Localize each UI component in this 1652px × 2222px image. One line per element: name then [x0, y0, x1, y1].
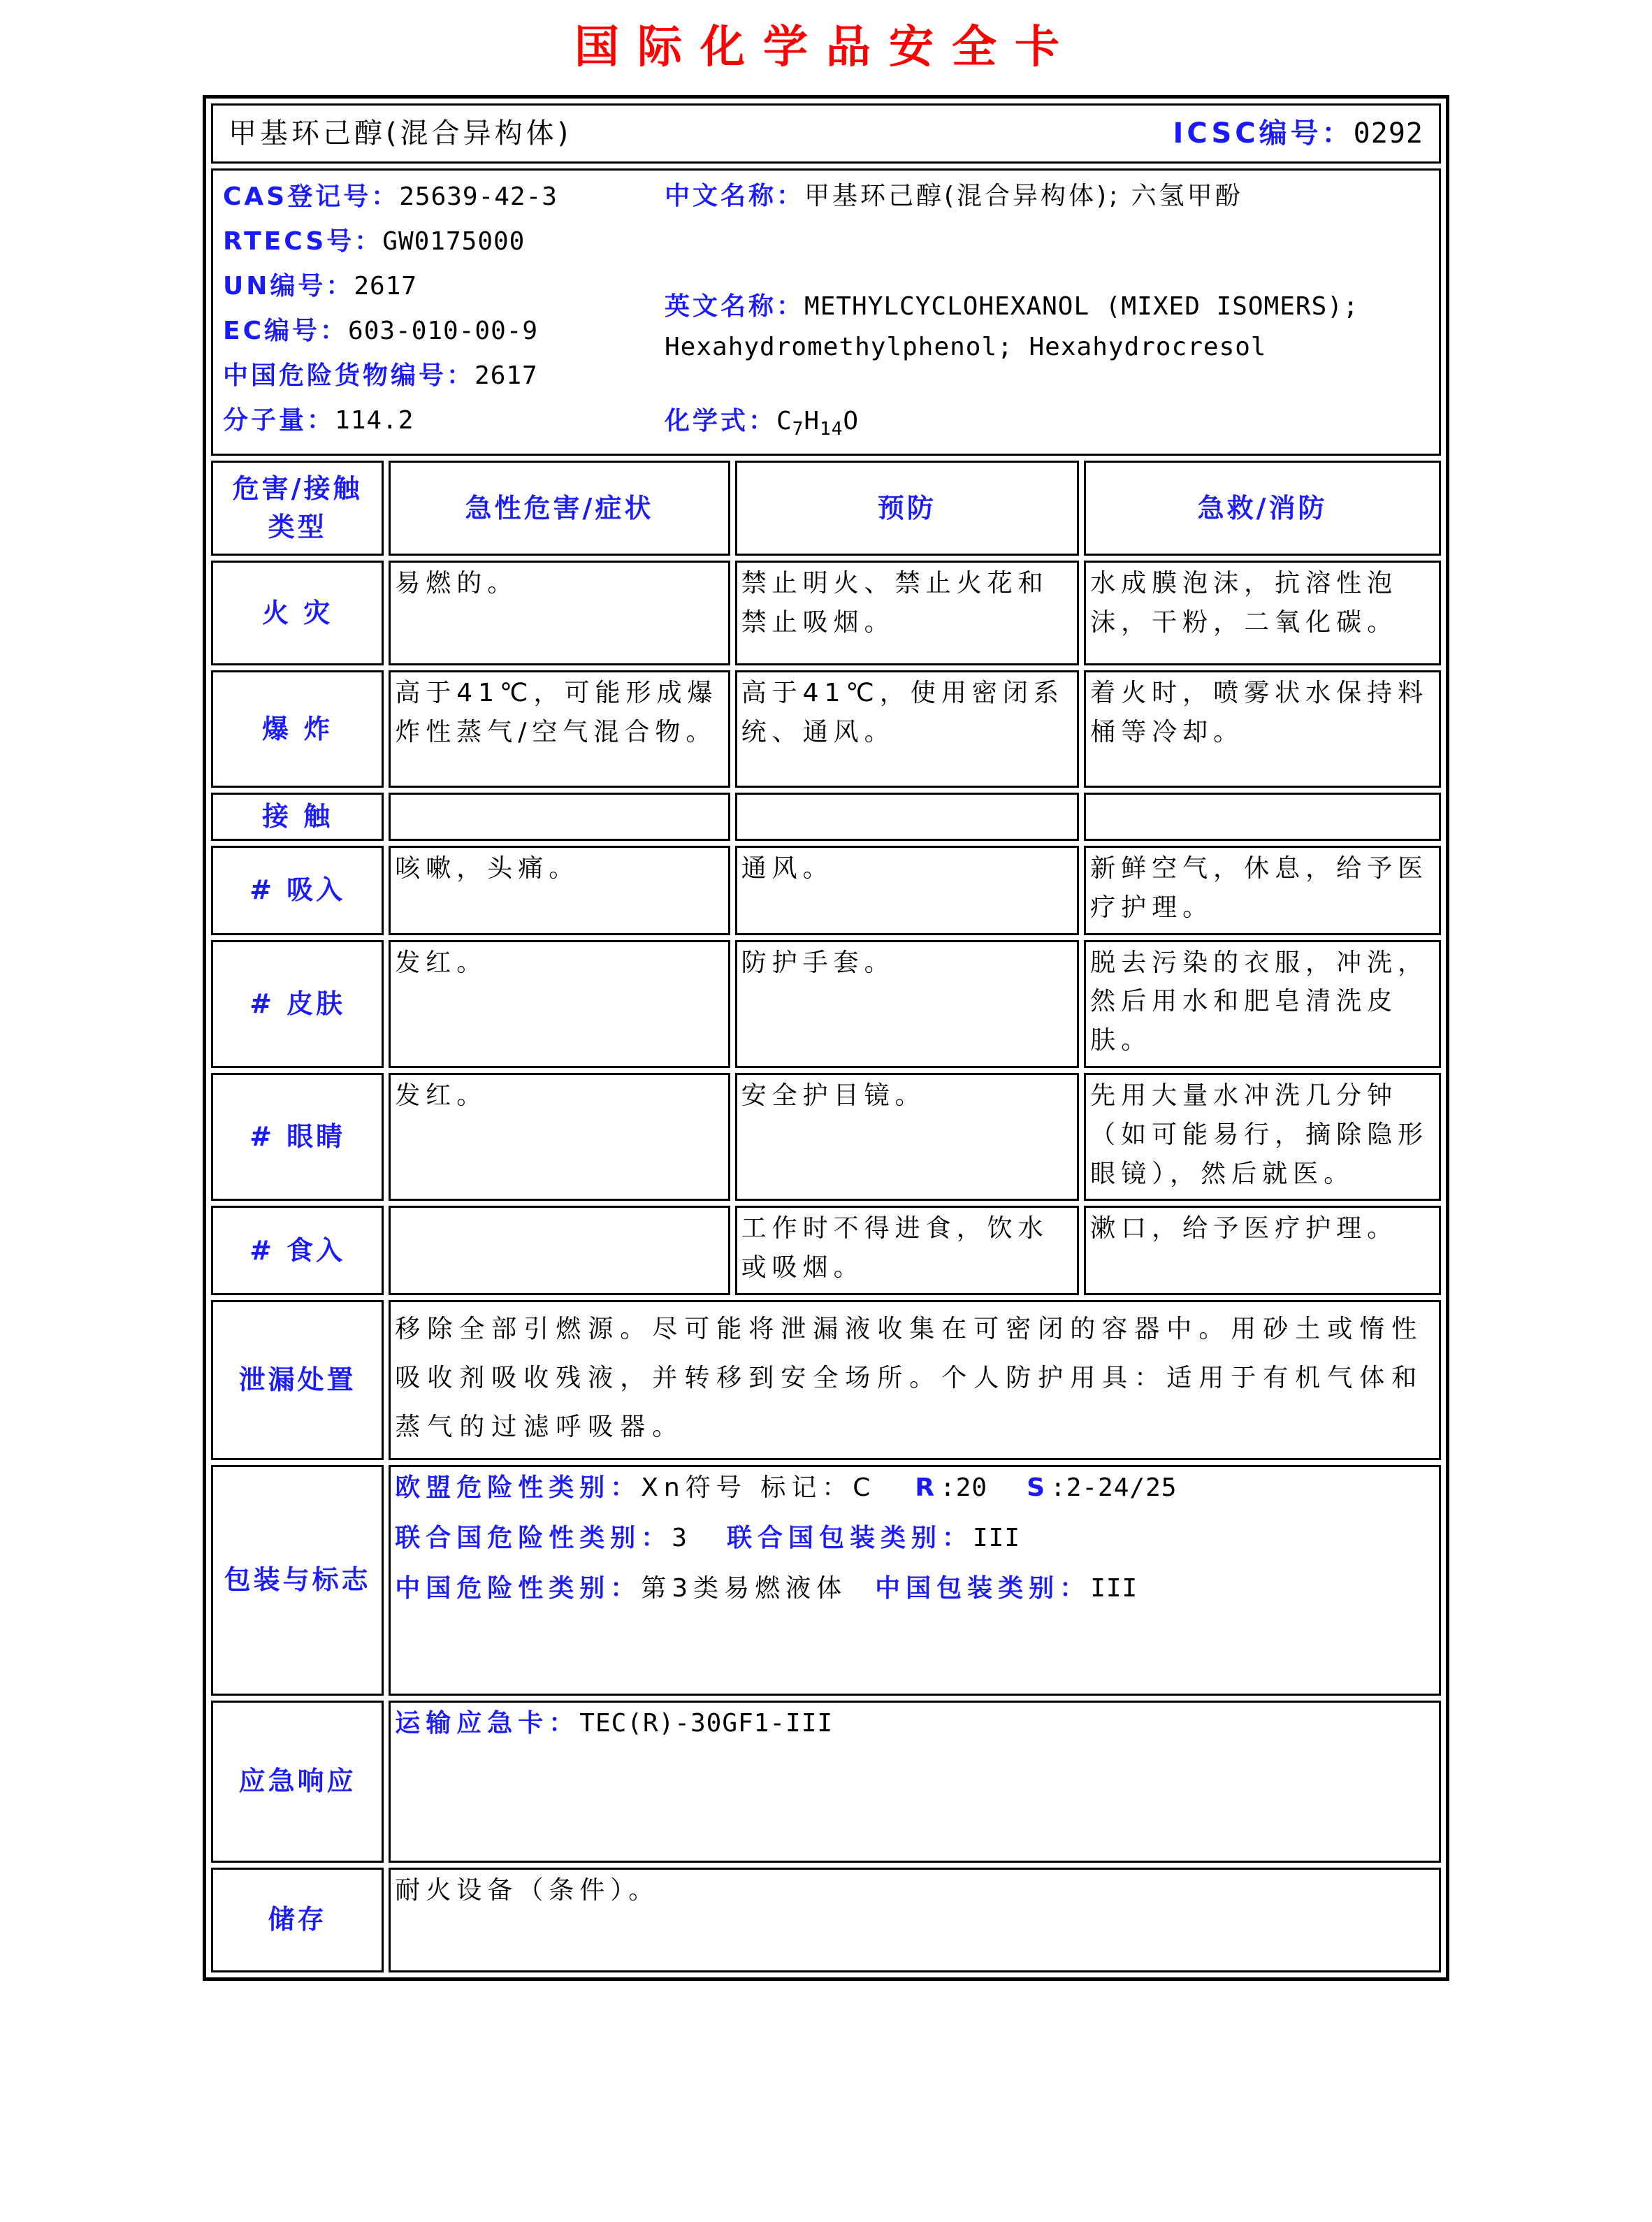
chemical-name: 甲基环己醇(混合异构体) — [229, 117, 572, 150]
un-label: UN编号： — [223, 272, 354, 301]
identification-cell — [211, 168, 1441, 456]
ingestion-response: 漱口，给予医疗护理。 — [1084, 1206, 1441, 1295]
packaging-cell — [389, 1465, 1441, 1696]
contact-symptoms — [389, 793, 730, 841]
header-hazard-type-line1: 危害/接触 — [232, 473, 363, 505]
transport-emergency-card-line — [395, 1704, 1435, 1743]
cas-number-line — [223, 175, 656, 219]
eu-hazard-class-value: Xn符号 标记：C — [641, 1473, 876, 1502]
contact-response — [1084, 793, 1441, 841]
chemical-formula-line — [665, 401, 1429, 449]
inhalation-prevention: 通风。 — [735, 846, 1079, 935]
row-label-explosion: 爆 炸 — [211, 670, 384, 788]
china-packing-group-label: 中国包装类别： — [875, 1573, 1091, 1603]
row-skin — [211, 940, 1441, 1068]
ec-number-line — [223, 309, 656, 354]
eu-hazard-class-label: 欧盟危险性类别： — [395, 1473, 642, 1502]
identification-columns — [219, 172, 1433, 452]
name-and-formula — [656, 175, 1429, 449]
row-explosion — [211, 670, 1441, 788]
chemical-name-cell — [211, 103, 1441, 164]
row-spill-disposal — [211, 1300, 1441, 1460]
row-label-ingestion: # 食入 — [211, 1206, 384, 1295]
chemical-name-row — [211, 103, 1441, 164]
inhalation-response: 新鲜空气，休息，给予医疗护理。 — [1084, 846, 1441, 935]
rtecs-number-line — [223, 219, 656, 264]
china-dg-label: 中国危险货物编号： — [223, 361, 475, 390]
skin-response: 脱去污染的衣服，冲洗，然后用水和肥皂清洗皮肤。 — [1084, 940, 1441, 1068]
inhalation-symptoms: 咳嗽，头痛。 — [389, 846, 730, 935]
header-hazard-type — [211, 461, 384, 556]
row-storage — [211, 1868, 1441, 1972]
hazard-header-row — [211, 461, 1441, 556]
icsc-value: 0292 — [1353, 117, 1423, 150]
spill-disposal-text: 移除全部引燃源。尽可能将泄漏液收集在可密闭的容器中。用砂土或惰性吸收剂吸收残液，并转移到安全场所。个人防护用具：适用于有机气体和蒸气的过滤呼吸器。 — [395, 1315, 1424, 1442]
row-label-contact: 接 触 — [211, 793, 384, 841]
english-name-line — [665, 287, 1429, 368]
formula-c-subscript: 7 — [792, 419, 804, 440]
row-label-inhalation: # 吸入 — [211, 846, 384, 935]
explosion-prevention: 高于41℃，使用密闭系统、通风。 — [735, 670, 1079, 788]
storage-cell: 耐火设备（条件）。 — [389, 1868, 1441, 1972]
row-label-fire: 火 灾 — [211, 561, 384, 665]
row-label-eyes: # 眼睛 — [211, 1073, 384, 1201]
china-class-line — [395, 1569, 1435, 1608]
chinese-name-label: 中文名称： — [665, 182, 805, 210]
row-label-spill-disposal: 泄漏处置 — [211, 1300, 384, 1460]
explosion-response: 着火时，喷雾状水保持料桶等冷却。 — [1084, 670, 1441, 788]
ec-value: 603-010-00-9 — [348, 317, 539, 345]
china-dg-value: 2617 — [474, 361, 538, 390]
spill-disposal-cell — [389, 1300, 1441, 1460]
un-hazard-class-value: 3 — [672, 1523, 688, 1552]
identifier-list — [223, 175, 656, 449]
header-acute-symptoms: 急性危害/症状 — [389, 461, 730, 556]
chemical-formula-label: 化学式： — [665, 407, 777, 435]
emergency-response-cell — [389, 1701, 1441, 1863]
un-value: 2617 — [354, 272, 418, 301]
s-phrase-value: :2-24/25 — [1050, 1473, 1178, 1502]
row-ingestion — [211, 1206, 1441, 1295]
cas-label: CAS登记号： — [223, 182, 400, 211]
chemical-name-inner — [219, 112, 1433, 155]
formula-h-subscript: 14 — [820, 419, 843, 440]
fire-symptoms: 易燃的。 — [389, 561, 730, 665]
row-inhalation — [211, 846, 1441, 935]
cas-value: 25639-42-3 — [399, 182, 558, 211]
ec-label: EC编号： — [223, 317, 349, 345]
eu-hazard-class-line — [395, 1469, 1435, 1508]
ingestion-symptoms — [389, 1206, 730, 1295]
row-packaging-labelling — [211, 1465, 1441, 1696]
skin-prevention: 防护手套。 — [735, 940, 1079, 1068]
header-hazard-type-line2: 类型 — [268, 512, 327, 543]
ingestion-prevention: 工作时不得进食，饮水或吸烟。 — [735, 1206, 1079, 1295]
page-title: 国际化学品安全卡 — [574, 22, 1078, 73]
molecular-weight-value: 114.2 — [335, 406, 414, 435]
row-eyes — [211, 1073, 1441, 1201]
china-hazard-class-label: 中国危险性类别： — [395, 1573, 642, 1603]
un-number-line — [223, 264, 656, 309]
identification-row — [211, 168, 1441, 456]
china-dg-number-line — [223, 354, 656, 398]
un-hazard-class-label: 联合国危险性类别： — [395, 1523, 672, 1552]
header-first-aid-firefighting: 急救/消防 — [1084, 461, 1441, 556]
icsc-label: ICSC编号： — [1173, 117, 1354, 150]
un-class-line — [395, 1519, 1435, 1558]
row-label-storage: 储存 — [211, 1868, 384, 1972]
molecular-weight-line — [223, 398, 656, 443]
chinese-name-line — [665, 176, 1429, 217]
row-fire — [211, 561, 1441, 665]
un-packing-group-value: III — [972, 1523, 1020, 1552]
china-hazard-class-value: 第3类易燃液体 — [641, 1573, 848, 1603]
r-phrase-label: R — [915, 1473, 941, 1502]
row-emergency-response — [211, 1701, 1441, 1863]
row-label-emergency-response: 应急响应 — [211, 1701, 384, 1863]
english-name-label: 英文名称： — [665, 292, 805, 321]
rtecs-label: RTECS号： — [223, 227, 383, 256]
explosion-symptoms: 高于41℃，可能形成爆炸性蒸气/空气混合物。 — [389, 670, 730, 788]
safety-card-table — [203, 95, 1449, 1981]
rtecs-value: GW0175000 — [382, 227, 526, 256]
fire-prevention: 禁止明火、禁止火花和禁止吸烟。 — [735, 561, 1079, 665]
transport-emergency-card-value: TEC(R)-30GF1-III — [579, 1708, 834, 1738]
formula-h: H — [804, 407, 820, 435]
formula-c: C — [776, 407, 792, 435]
row-contact — [211, 793, 1441, 841]
chinese-name-value: 甲基环己醇(混合异构体); 六氢甲酚 — [804, 182, 1243, 210]
r-phrase-value: :20 — [940, 1473, 988, 1502]
row-label-skin: # 皮肤 — [211, 940, 384, 1068]
s-phrase-label: S — [1027, 1473, 1051, 1502]
english-name-value: METHYLCYCLOHEXANOL (MIXED ISOMERS); Hexahydromethylphenol; Hexahydrocresol — [665, 292, 1359, 361]
fire-response: 水成膜泡沫，抗溶性泡沫，干粉，二氧化碳。 — [1084, 561, 1441, 665]
un-packing-group-label: 联合国包装类别： — [726, 1523, 973, 1552]
eyes-symptoms: 发红。 — [389, 1073, 730, 1201]
transport-emergency-card-label: 运输应急卡： — [395, 1708, 580, 1738]
icsc-number — [1173, 112, 1423, 155]
eyes-response: 先用大量水冲洗几分钟（如可能易行，摘除隐形眼镜），然后就医。 — [1084, 1073, 1441, 1201]
header-prevention: 预防 — [735, 461, 1079, 556]
molecular-weight-label: 分子量： — [223, 406, 335, 435]
skin-symptoms: 发红。 — [389, 940, 730, 1068]
formula-o: O — [843, 407, 860, 435]
chemical-formula-value — [776, 407, 860, 440]
eyes-prevention: 安全护目镜。 — [735, 1073, 1079, 1201]
china-packing-group-value: III — [1090, 1573, 1138, 1603]
contact-prevention — [735, 793, 1079, 841]
row-label-packaging: 包装与标志 — [211, 1465, 384, 1696]
